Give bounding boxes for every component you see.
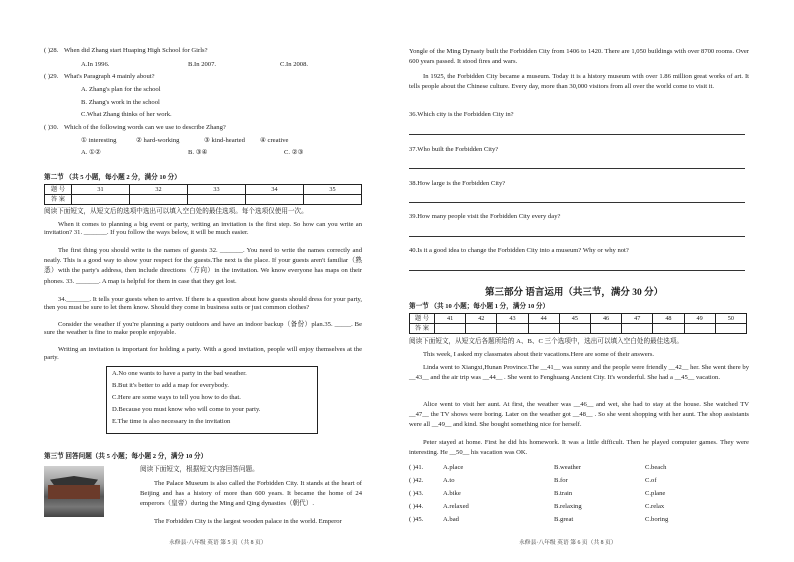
choice-b: B.But it's better to add a map for everybody. (112, 382, 229, 389)
choice-d: D.Because you must know who will come to your party. (112, 406, 261, 413)
q30-option-b[interactable]: B. ③④ (188, 149, 208, 156)
cloze-paragraph-4: Peter stayed at home. First he did his homework. It was a little difficult. Then he played computer games. They were interesting. He __50__ his vacation was OK. (409, 439, 749, 457)
q44-number: ( )44. (409, 503, 424, 510)
passage-paragraph-3: 34._______. It tells your guests when to arrive. If there is a question about how guests should dress for your party, then you must be sure to let them know. Should they come in business suits or just common clothes? (44, 296, 362, 312)
palace-wall-shape (48, 485, 100, 499)
q41-number: ( )41. (409, 464, 424, 471)
question-30 (44, 124, 226, 132)
q28-number: ( )28. (44, 47, 59, 54)
answer-line-39[interactable] (409, 236, 745, 237)
q43-option-b[interactable]: B.train (554, 490, 573, 497)
section2-heading: 第二节 （共 5 小题，每小题 2 分，满分 10 分） (44, 174, 181, 181)
answer-input-32[interactable] (130, 195, 188, 205)
answer-line-36[interactable] (409, 134, 745, 135)
choice-a: A.No one wants to have a party in the bad weather. (112, 370, 247, 377)
answer-cell-33: 33 (188, 185, 246, 195)
question-39: 39.How many people visit the Forbidden City every day? (409, 213, 561, 220)
q42-option-a[interactable]: A.to (443, 477, 455, 484)
answer-input-42[interactable] (466, 324, 497, 334)
q29-option-b[interactable]: B. Zhang's work in the school (81, 99, 160, 106)
q30-text: Which of the following words can we use to describe Zhang? (63, 124, 226, 131)
section2-answer-table (44, 184, 362, 205)
table-label-answer: 答 案 (410, 324, 435, 334)
answer-cell-41: 41 (435, 314, 466, 324)
answer-cell-32: 32 (130, 185, 188, 195)
q30-word-4: ④ creative (260, 137, 289, 144)
table-label-answer: 答 案 (45, 195, 72, 205)
section3-heading: 第三节 回答问题（共 5 小题；每小题 2 分，满分 10 分） (44, 453, 208, 460)
q45-option-c[interactable]: C.boring (645, 516, 669, 523)
q44-option-a[interactable]: A.relaxed (443, 503, 469, 510)
passage-paragraph-2: The first thing you should write is the names of guests 32. _______. You need to write the names correctly and neatly. This is a good way to show your respect for the guests.The next is the place. If your guests aren't familiar（熟悉）with the party's address, then include directions（方向）in the invitation. We know everyone has maps on their phones. 33. _______. A map is helpful for them in case that they get lost. (44, 247, 362, 285)
section3-instruction: 阅读下面短文，根据短文内容回答问题。 (140, 466, 259, 473)
question-37: 37.Who built the Forbidden City? (409, 146, 499, 153)
q28-option-b[interactable]: B.In 2007. (188, 61, 217, 68)
answer-input-33[interactable] (188, 195, 246, 205)
q45-number: ( )45. (409, 516, 424, 523)
q30-word-1: ① interesting (81, 137, 117, 144)
answer-line-38[interactable] (409, 202, 745, 203)
q44-option-c[interactable]: C.relax (645, 503, 665, 510)
q28-text: When did Zhang start Huaping High School for Girls? (63, 47, 208, 54)
choice-c: C.Here are some ways to tell you how to do that. (112, 394, 241, 401)
q30-word-3: ③ kind-hearted (204, 137, 245, 144)
museum-paragraph-4: In 1925, the Forbidden City became a museum. Today it is a history museum with over 1.86 million great works of art. It tells people about the Chinese culture. Every day, more than 30,000 visitors from all over the world come to visit it. (409, 73, 749, 90)
left-page (44, 0, 362, 562)
answer-cell-50: 50 (715, 314, 746, 324)
q30-word-2: ② hard-working (136, 137, 180, 144)
q29-option-c[interactable]: C.What Zhang thinks of her work. (81, 111, 172, 118)
q43-option-c[interactable]: C.plane (645, 490, 666, 497)
answer-input-41[interactable] (435, 324, 466, 334)
q30-option-a[interactable]: A. ①② (81, 149, 101, 156)
passage-paragraph-1: When it comes to planning a big event or party, writing an invitation is the first step. So how can you write an invitation? 31. _______. If you follow the ways below, it will be much easier. (44, 221, 362, 237)
answer-input-44[interactable] (528, 324, 559, 334)
choices-box (106, 366, 318, 434)
question-40: 40.Is it a good idea to change the Forbidden City into a museum? Why or why not? (409, 247, 629, 254)
answer-cell-46: 46 (590, 314, 621, 324)
answer-cell-44: 44 (528, 314, 559, 324)
q41-option-c[interactable]: C.beach (645, 464, 667, 471)
museum-paragraph-3: Yongle of the Ming Dynasty built the Forbidden City from 1406 to 1420. There are 1,050 buildings with over 8700 rooms. Over 600 years passed. It stood fires and wars. (409, 48, 749, 65)
answer-input-47[interactable] (622, 324, 653, 334)
answer-input-31[interactable] (72, 195, 130, 205)
right-footer: 永修县·八年级 英语 第 6 页（共 8 页） (519, 540, 617, 546)
answer-input-43[interactable] (497, 324, 528, 334)
part3-title: 第三部分 语言运用（共三节，满分 30 分） (485, 288, 664, 298)
q42-option-c[interactable]: C.of (645, 477, 657, 484)
q30-number: ( )30. (44, 124, 59, 131)
answer-input-49[interactable] (684, 324, 715, 334)
answer-input-34[interactable] (246, 195, 304, 205)
answer-cell-49: 49 (684, 314, 715, 324)
answer-cell-42: 42 (466, 314, 497, 324)
passage-paragraph-4: Consider the weather if you're planning a party outdoors and have an indoor backup（备份）plan.35. _____. Be sure the weather is fine to make people enjoyable. (44, 321, 362, 337)
table-label-number: 题 号 (410, 314, 435, 324)
answer-input-50[interactable] (715, 324, 746, 334)
question-36: 36.Which city is the Forbidden City in? (409, 111, 514, 118)
answer-cell-34: 34 (246, 185, 304, 195)
answer-input-45[interactable] (559, 324, 590, 334)
answer-input-35[interactable] (304, 195, 362, 205)
section2-instruction: 阅读下面短文，从短文后的选项中选出可以填入空白处的最佳选项。每个选项仅使用一次。 (44, 208, 308, 215)
answer-input-46[interactable] (590, 324, 621, 334)
answer-cell-43: 43 (497, 314, 528, 324)
question-28 (44, 47, 208, 55)
section1-answer-table (409, 313, 747, 334)
q28-option-a[interactable]: A.In 1996. (81, 61, 110, 68)
left-footer: 永修县·八年级 英语 第 5 页（共 8 页） (169, 540, 267, 546)
answer-line-40[interactable] (409, 270, 745, 271)
answer-cell-35: 35 (304, 185, 362, 195)
answer-input-48[interactable] (653, 324, 684, 334)
q42-number: ( )42. (409, 477, 424, 484)
q28-option-c[interactable]: C.In 2008. (280, 61, 309, 68)
answer-cell-48: 48 (653, 314, 684, 324)
q45-option-b[interactable]: B.great (554, 516, 574, 523)
museum-paragraph-2: The Forbidden City is the largest wooden palace in the world. Emperor (154, 518, 342, 525)
cloze-paragraph-2: Linda went to Xiangxi,Hunan Province.The __41__ was sunny and the people were friendly __42__ her. She went there by __43__ and the air trip was __44__ . She went to Fenghuang Ancient City. It's wonderful. She had a __45__ vacation. (409, 364, 749, 382)
forbidden-city-photo (44, 466, 104, 517)
right-page (409, 0, 749, 562)
passage-paragraph-5: Writing an invitation is important for holding a party. With a good invitation, people will enjoy themselves at the party. (44, 346, 362, 362)
section1-instruction: 阅读下面短文，从短文后各题所给的 A、B、C 三个选项中，选出可以填入空白处的最佳选项。 (409, 338, 684, 345)
table-label-number: 题 号 (45, 185, 72, 195)
q42-option-b[interactable]: B.for (554, 477, 568, 484)
q30-option-c[interactable]: C. ②③ (284, 149, 304, 156)
choice-e: E.The time is also necessary in the invitation (112, 418, 231, 425)
q43-number: ( )43. (409, 490, 424, 497)
museum-paragraph-1: The Palace Museum is also called the Forbidden City. It stands at the heart of Beijing and has a history of more than 600 years. It became the home of 24 emperors（皇帝）during the Ming and Qing dynasties（朝代）. (140, 480, 362, 508)
answer-cell-47: 47 (622, 314, 653, 324)
answer-cell-31: 31 (72, 185, 130, 195)
q44-option-b[interactable]: B.relaxing (554, 503, 582, 510)
question-38: 38.How large is the Forbidden City? (409, 180, 506, 187)
q29-option-a[interactable]: A. Zhang's plan for the school (81, 86, 161, 93)
cloze-paragraph-3: Alice went to visit her aunt. At first, the weather was __46__ and wet, she had to stay at the house. She watched TV __47__ the TV shows were boring. Later on the weather got __48__ . So she went shopping with her aunt. The shop assistants were all __49__ and kind. She bought something nice for herself. (409, 401, 749, 429)
answer-cell-45: 45 (559, 314, 590, 324)
q45-option-a[interactable]: A.bad (443, 516, 459, 523)
cloze-paragraph-1: This week, I asked my classmates about their vacations.Here are some of their answers. (423, 351, 655, 358)
q29-text: What's Paragraph 4 mainly about? (63, 73, 155, 80)
q41-option-a[interactable]: A.place (443, 464, 464, 471)
question-29 (44, 73, 155, 81)
q29-number: ( )29. (44, 73, 59, 80)
section1-heading: 第一节 （共 10 小题；每小题 1 分，满分 10 分） (409, 303, 550, 310)
q41-option-b[interactable]: B.weather (554, 464, 581, 471)
q43-option-a[interactable]: A.bike (443, 490, 461, 497)
answer-line-37[interactable] (409, 168, 745, 169)
palace-roof-shape (50, 476, 98, 485)
